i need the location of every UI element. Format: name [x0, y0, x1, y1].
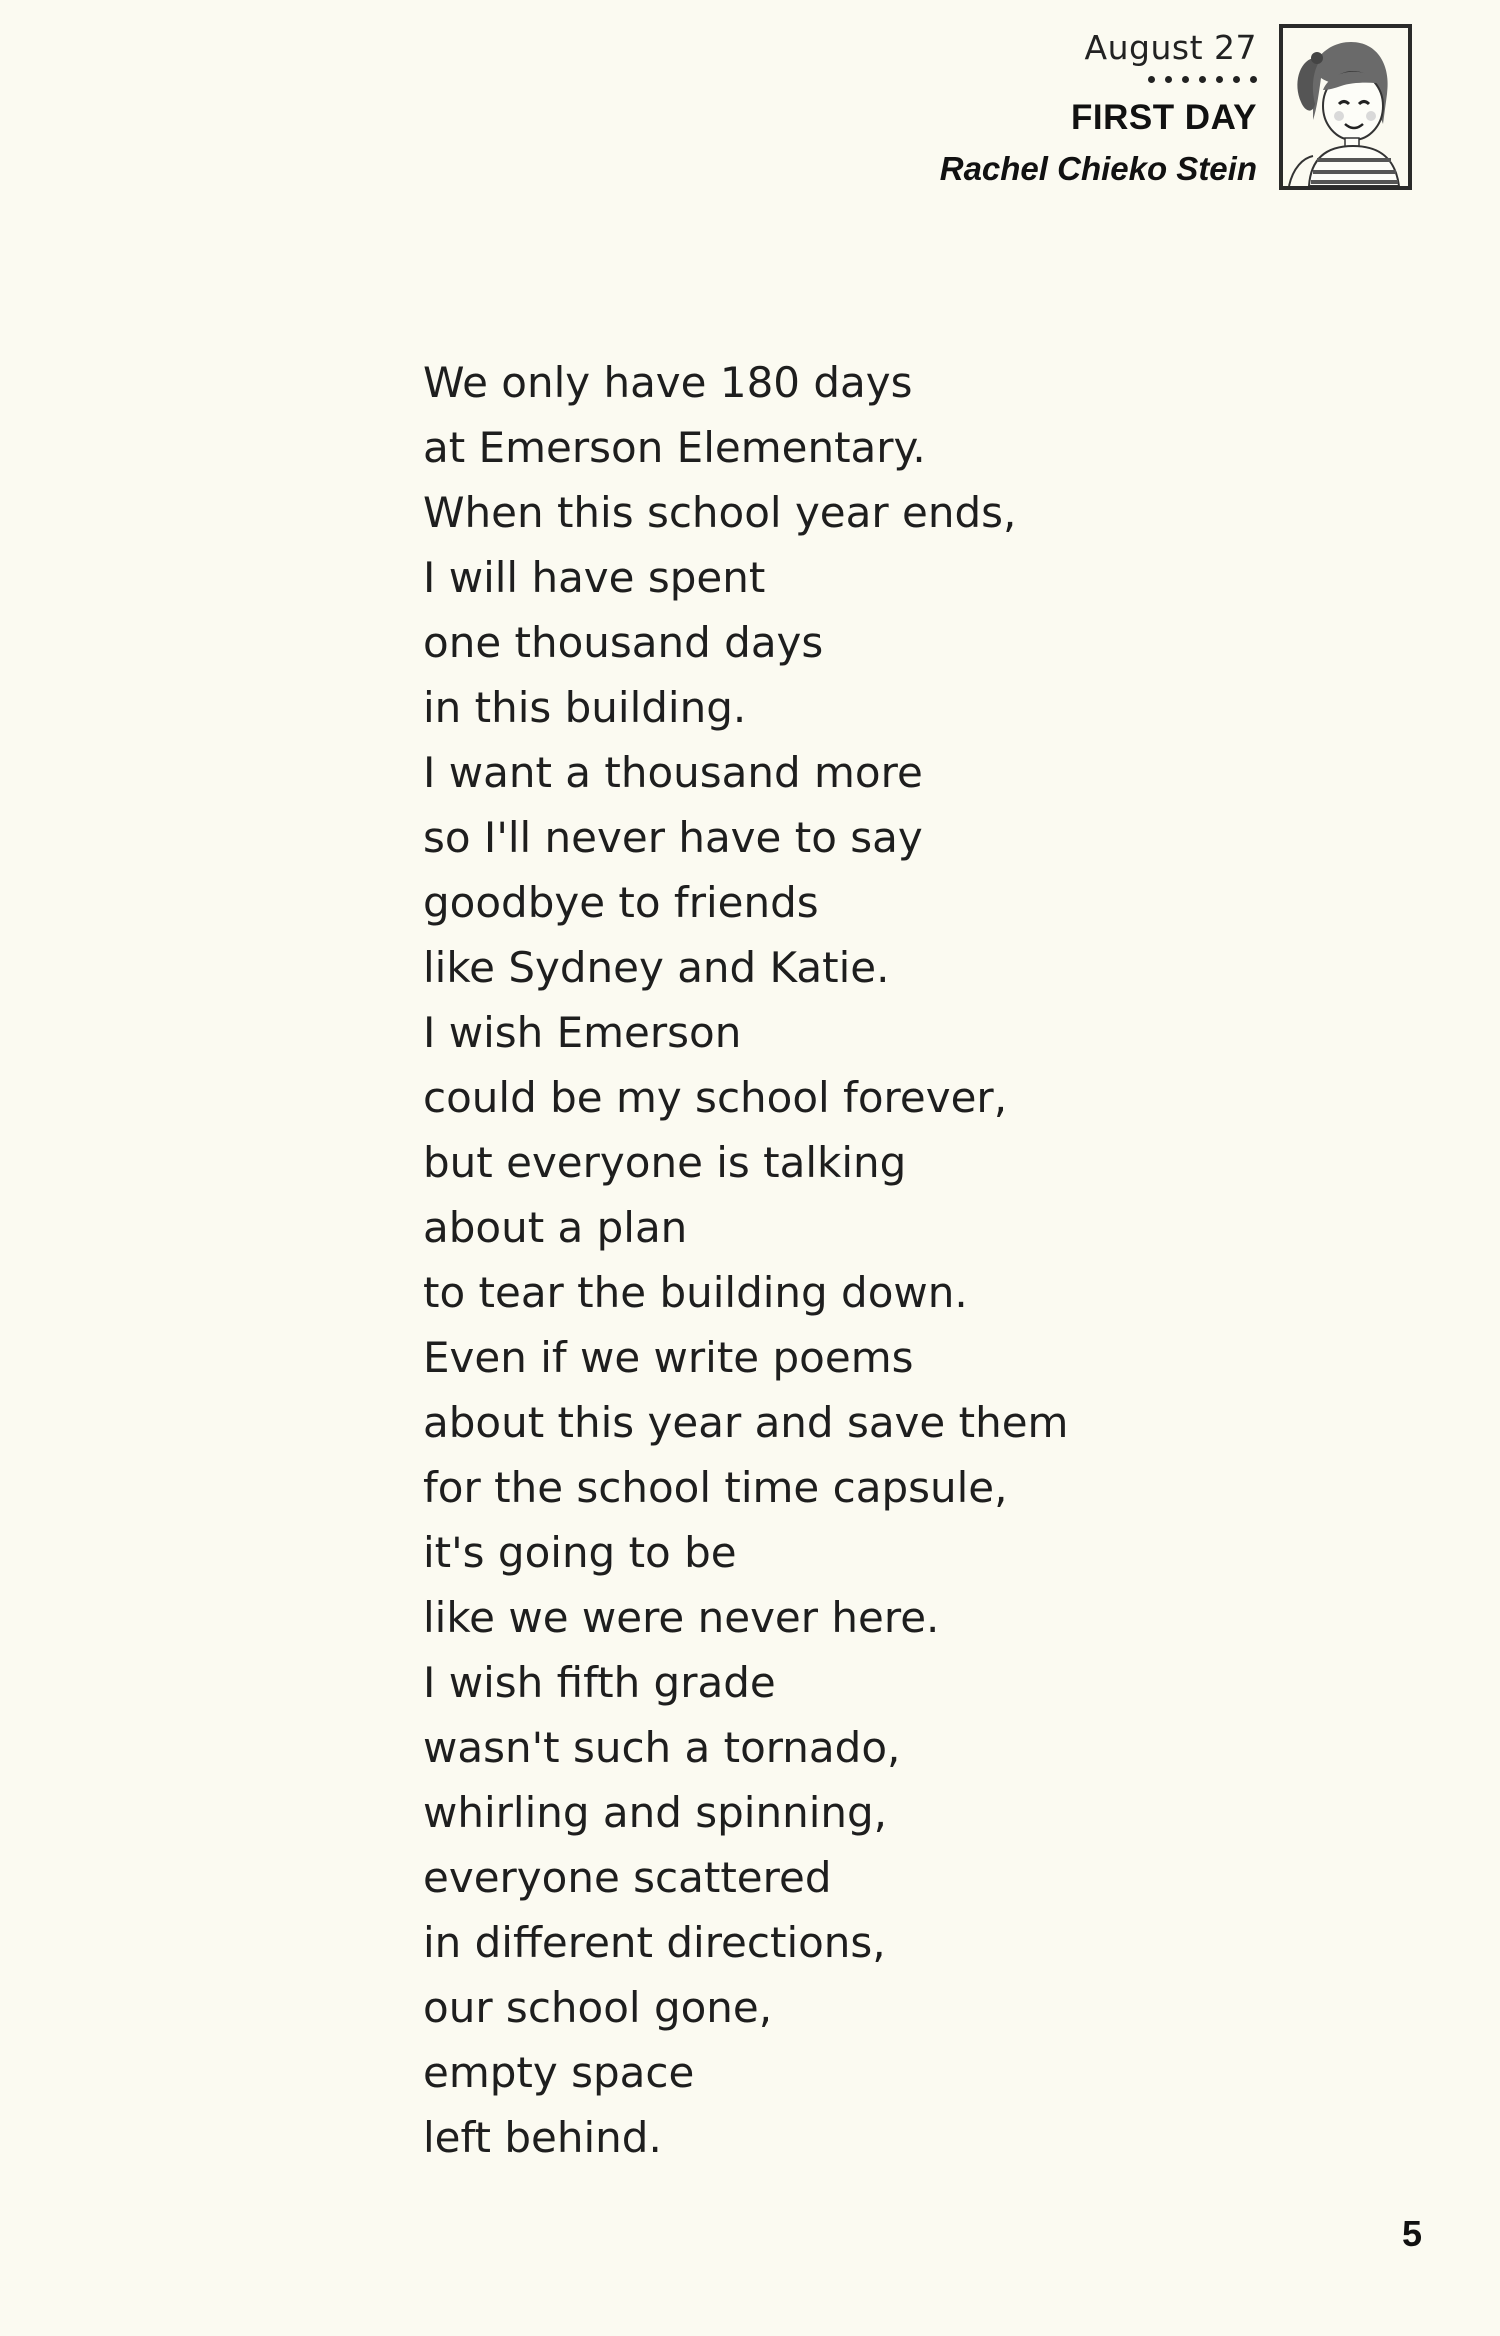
poem-line: like Sydney and Katie. [423, 943, 890, 992]
poem-line: in different directions, [423, 1918, 886, 1967]
poem-line: like we were never here. [423, 1593, 940, 1642]
poem-author: Rachel Chieko Stein [939, 150, 1257, 187]
poem-line: our school gone, [423, 1983, 773, 2032]
poem-line: I wish fifth grade [423, 1658, 776, 1707]
poem-line: We only have 180 days [423, 358, 913, 407]
poem-line: goodbye to friends [423, 878, 819, 927]
poem-line: for the school time capsule, [423, 1463, 1008, 1512]
poem-line: I want a thousand more [423, 748, 923, 797]
poem-line: I wish Emerson [423, 1008, 742, 1057]
poem-line: wasn't such a tornado, [423, 1723, 901, 1772]
poem-date: August 27 [1084, 28, 1257, 67]
poem-line: it's going to be [423, 1528, 737, 1577]
poem-line: about this year and save them [423, 1398, 1069, 1447]
page-number: 5 [1401, 2213, 1422, 2254]
poem-line: everyone scattered [423, 1853, 832, 1902]
poem-line: Even if we write poems [423, 1333, 914, 1382]
girl-portrait-icon [1279, 24, 1412, 190]
dot-divider [657, 76, 1257, 90]
poem-header [657, 26, 1257, 194]
poem-title: FIRST DAY [1070, 98, 1257, 137]
poem-body [423, 350, 1068, 2170]
poem-line: I will have spent [423, 553, 766, 602]
poem-line: empty space [423, 2048, 695, 2097]
poem-line: to tear the building down. [423, 1268, 968, 1317]
poem-line: could be my school forever, [423, 1073, 1008, 1122]
poem-line: in this building. [423, 683, 747, 732]
poem-line: so I'll never have to say [423, 813, 923, 862]
poem-line: left behind. [423, 2113, 662, 2162]
poem-line: When this school year ends, [423, 488, 1017, 537]
poem-line: at Emerson Elementary. [423, 423, 926, 472]
poem-line: one thousand days [423, 618, 824, 667]
poem-line: but everyone is talking [423, 1138, 907, 1187]
poem-line: about a plan [423, 1203, 688, 1252]
poem-line: whirling and spinning, [423, 1788, 887, 1837]
